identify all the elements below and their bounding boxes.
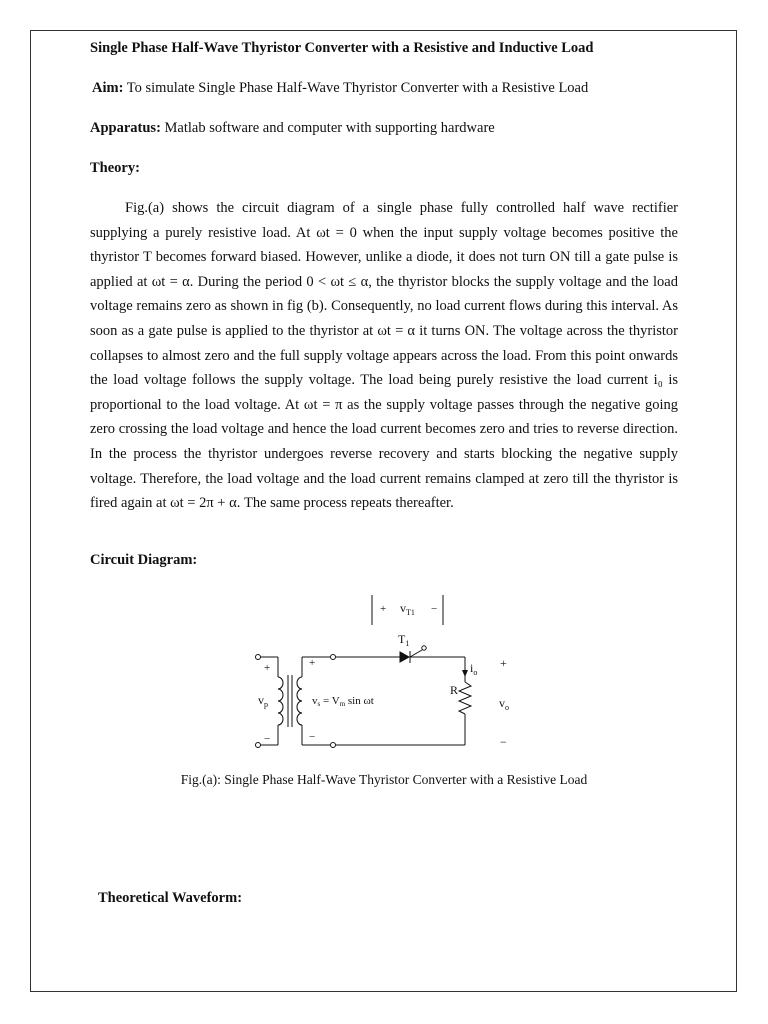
apparatus-label: Apparatus:: [90, 120, 161, 136]
secondary-coil: [297, 677, 302, 725]
aim-label: Aim:: [92, 80, 124, 96]
load-resistor: [459, 682, 471, 714]
secondary-terminal-top: [331, 655, 336, 660]
current-arrow: [462, 670, 468, 677]
t1-label: $T_1$: [398, 632, 410, 648]
io-label: $i_o$: [470, 661, 478, 677]
theory-paragraph-block: [90, 196, 678, 516]
secondary-terminal-bottom: [331, 743, 336, 748]
vo-plus-label: +: [500, 656, 507, 670]
vt1-plus-label: +: [380, 603, 387, 615]
resistor-label: R: [450, 683, 459, 697]
vo-label: $v_o$: [499, 696, 509, 712]
vt1-minus-label: −: [431, 603, 438, 615]
thyristor-symbol: [400, 652, 409, 662]
aim-text: To simulate Single Phase Half-Wave Thyristor Converter with a Resistive Load: [123, 80, 589, 96]
vs-equation-label: vs = Vm sin ωt: [312, 695, 374, 708]
secondary-plus-label: +: [309, 657, 316, 669]
theory-heading: Theory:: [90, 160, 140, 176]
thyristor-gate: [410, 650, 422, 657]
apparatus-text: Matlab software and computer with supporting hardware: [160, 120, 495, 136]
theoretical-waveform-heading: Theoretical Waveform:: [98, 890, 243, 906]
circuit-diagram-heading: Circuit Diagram:: [90, 552, 198, 568]
primary-coil: [278, 677, 283, 725]
figure-caption: Fig.(a): Single Phase Half-Wave Thyristor Converter with a Resistive Load: [180, 772, 588, 787]
circuit-diagram: [250, 590, 530, 755]
primary-terminal-top: [256, 655, 261, 660]
gate-terminal: [422, 646, 426, 650]
vp-label: $v_p$: [258, 693, 268, 709]
vo-minus-label: −: [500, 735, 507, 749]
primary-minus-label: −: [264, 733, 271, 745]
primary-terminal-bottom: [256, 743, 261, 748]
apparatus-line: [90, 120, 495, 137]
primary-plus-label: +: [264, 662, 271, 674]
aim-line: [92, 80, 588, 97]
document-title: Single Phase Half-Wave Thyristor Converter with a Resistive and Inductive Load: [90, 40, 594, 56]
secondary-minus-label: −: [309, 731, 316, 743]
vt1-label: $v_{T1}$: [400, 601, 415, 617]
theory-paragraph: Fig.(a) shows the circuit diagram of a single phase fully controlled half wave rectifier supplying a purely resistive load. At ωt = 0 when the input supply voltage becomes positive the thyristor T becomes forward biased. However, unlike a diode, it does not turn ON till a gate pulse is applied at ωt = α. During the period 0 < ωt ≤ α, the thyristor blocks the supply voltage and the load voltage remains zero as shown in fig (b). Consequently, no load current flows during this interval. As soon as a gate pulse is applied to the thyristor at ωt = α it turns ON. The voltage across the thyristor collapses to almost zero and the full supply voltage appears across the load. From this point onwards the load voltage follows the supply voltage. The load being purely resistive the load current i₀ is proportional to the load voltage. At ωt = π as the supply voltage passes through the negative going zero crossing the load voltage and hence the load current becomes zero and tries to reverse direction. In the process the thyristor undergoes reverse recovery and starts blocking the negative supply voltage. Therefore, the load voltage and the load current remains clamped at zero till the thyristor is fired again at ωt = 2π + α. The same process repeats thereafter.: [90, 200, 678, 512]
